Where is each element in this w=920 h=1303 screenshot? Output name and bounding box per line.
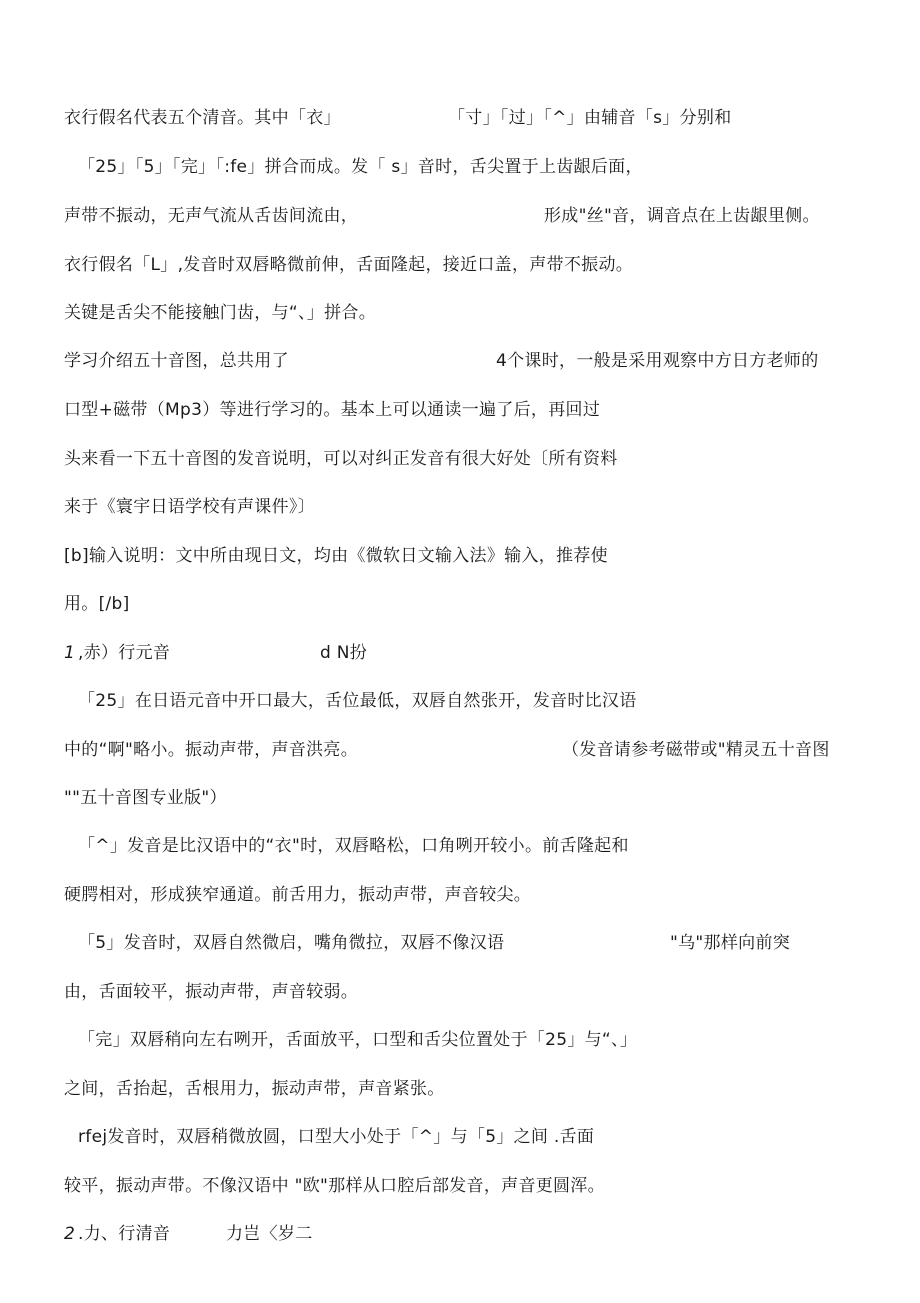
text-line: 关键是舌尖不能接触门齿，与“、」拼合。 [64, 303, 377, 323]
section-heading: .力、行清音 [78, 1224, 171, 1244]
text-line: 衣行假名「L」,发音时双唇略微前伸，舌面隆起，接近口盖，声带不振动。 [64, 255, 634, 275]
text-line: 学习介绍五十音图，总共用了 [64, 351, 289, 371]
section-number: 1 [64, 643, 76, 663]
text-line: 用。[/b] [64, 594, 130, 614]
text-line: 声带不振动，无声气流从舌齿间流由， [64, 206, 359, 226]
text-line: 「5」发音时，双唇自然微启，嘴角微拉，双唇不像汉语 [78, 933, 505, 953]
text-line: 「^」发音是比汉语中的“衣"时，双唇略松，口角咧开较小。前舌隆起和 [78, 836, 629, 856]
text-line: （发音请参考磁带或"精灵五十音图 [562, 740, 830, 760]
text-line: 头来看一下五十音图的发音说明，可以对纠正发音有很大好处〔所有资料 [64, 449, 618, 469]
text-line: 「寸」「过」「^」由辅音「s」分别和 [448, 108, 732, 128]
text-line: 「完」双唇稍向左右咧开，舌面放平，口型和舌尖位置处于「25」与“、」 [78, 1030, 638, 1050]
text-line: ""五十音图专业版"） [64, 788, 227, 808]
text-line: 由，舌面较平，振动声带，声音较弱。 [64, 982, 359, 1002]
section-number: 2 [64, 1224, 76, 1244]
text-line: "乌"那样向前突 [670, 933, 791, 953]
text-line: rfej发音时，双唇稍微放圆，口型大小处于「^」与「5」之间 .舌面 [78, 1127, 595, 1147]
text-line: 硬腭相对，形成狭窄通道。前舌用力，振动声带，声音较尖。 [64, 885, 532, 905]
text-line: 之间，舌抬起，舌根用力，振动声带，声音紧张。 [64, 1079, 445, 1099]
text-line: 中的“啊"略小。振动声带，声音洪亮。 [64, 740, 359, 760]
section-heading: ,赤）行元音 [78, 643, 171, 663]
text-line: 较平，振动声带。不像汉语中 "欧"那样从口腔后部发音，声音更圆浑。 [64, 1176, 605, 1196]
text-line: 「25」「5」「完」「:fe」拼合而成。发「 s」音时，舌尖置于上齿龈后面， [78, 157, 643, 177]
text-line: 「25」在日语元音中开口最大，舌位最低，双唇自然张开，发音时比汉语 [78, 691, 637, 711]
text-line: 来于《寰宇日语学校有声课件》〕 [64, 497, 315, 517]
text-line: [b]输入说明：文中所由现日文，均由《微软日文输入法》输入，推荐使 [64, 546, 608, 566]
text-line: 口型+磁带（Mp3）等进行学习的。基本上可以通读一遍了后，再回过 [64, 400, 601, 420]
text-line: 形成"丝"音，调音点在上齿龈里侧。 [544, 206, 820, 226]
text-line: 4个课时，一般是采用观察中方日方老师的 [496, 351, 819, 371]
section-heading-kana: 力岂〈岁二 [226, 1224, 313, 1244]
text-line: 衣行假名代表五个清音。其中「衣」 [64, 108, 341, 128]
section-heading-kana: d N扮 [320, 643, 368, 663]
